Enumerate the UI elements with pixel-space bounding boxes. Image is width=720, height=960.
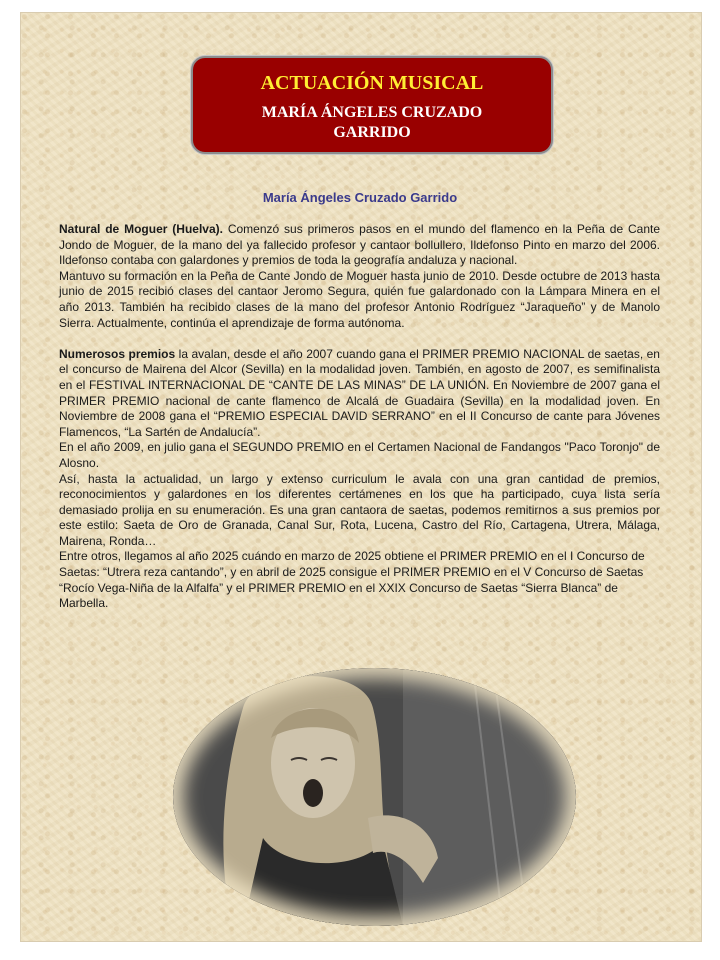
paragraph-2025: Entre otros, llegamos al año 2025 cuándo en marzo de 2025 obtiene el PRIMER PREMIO en el I Concurso de Saetas: “Utrera reza cantando”, y en abril de 2025 consigue el PRIMER PREMIO en el V Concurso de Saetas “Rocío Vega-Niña de la Alfalfa” y el PRIMER PREMIO en el XXIX Concurso de Saetas “Sierra Blanca” de Marbella. [59,549,645,611]
paragraph-awards [59,347,660,441]
paragraph-awards-text: la avalan, desde el año 2007 cuando gana el PRIMER PREMIO NACIONAL de saetas, en el concurso de Mairena del Alcor (Sevilla) en la modalidad joven. También, en agosto de 2007, es semifinalista en el FESTIVAL INTERNACIONAL DE “CANTE DE LAS MINAS” DE LA UNIÓN. En Noviembre de 2007 gana el PRIMER PREMIO nacional de cante flamenco de Alcalá de Guadaira (Sevilla) en la modalidad joven. En Noviembre de 2008 gana el “PREMIO ESPECIAL DAVID SERRANO” en el II Concurso de cante para Jóvenes Flamencos, “La Sartén de Andalucía”. [59,346,660,439]
artist-name [193,103,551,143]
artist-name-line1: MARÍA ÁNGELES CRUZADO [261,104,483,121]
title-banner [191,56,553,154]
paragraph-curriculum: Así, hasta la actualidad, un largo y extenso curriculum le avala con una gran cantidad de premios, reconocimientos y galardones en los diferentes certámenes en los que ha participado, cuya lista sería demasiado prolija en su enumeración. Es una gran cantaora de saetas, podemos remitirnos a sus premios por este estilo: Saeta de Oro de Granada, Canal Sur, Rota, Lucena, Castro del Río, Cartagena, Utrera, Málaga, Mairena, Ronda… [59,471,660,548]
paragraph-training: Mantuvo su formación en la Peña de Cante Jondo de Moguer hasta junio de 2010. Desde octubre de 2013 hasta junio de 2015 recibió clases del cantaor Jeromo Segura, quién fue galardonado con la Lámpara Minera en el año 2013. También ha recibido clases de la mano del profesor Antonio Rodríguez “Jaraqueño” y de Manolo Sierra. Actualmente, continúa el aprendizaje de forma autónoma. [59,268,660,330]
paragraph-origin [59,222,660,269]
artist-name-line2: GARRIDO [333,124,411,141]
paragraph-2009: En el año 2009, en julio gana el SEGUNDO PREMIO en el Certamen Nacional de Fandangos "Paco Toronjo" de Alosno. [59,440,660,470]
singer-photo [173,668,576,926]
paragraph-origin-text: Comenzó sus primeros pasos en el mundo del flamenco en la Peña de Cante Jondo de Moguer, de la mano del ya fallecido profesor y cantaor bollullero, Ildefonso Pinto en marzo del 2006. Ildefonso contaba con galardones y premios de toda la geografía andaluza y nacional. [59,222,661,268]
paragraph-awards-lead: Numerosos premios [59,346,176,361]
artist-subtitle: María Ángeles Cruzado Garrido [262,190,458,205]
banner-title: ACTUACIÓN MUSICAL [260,72,484,94]
paragraph-origin-lead: Natural de Moguer (Huelva). [59,222,223,236]
biography [59,222,660,612]
singer-photo-illustration [173,668,576,926]
